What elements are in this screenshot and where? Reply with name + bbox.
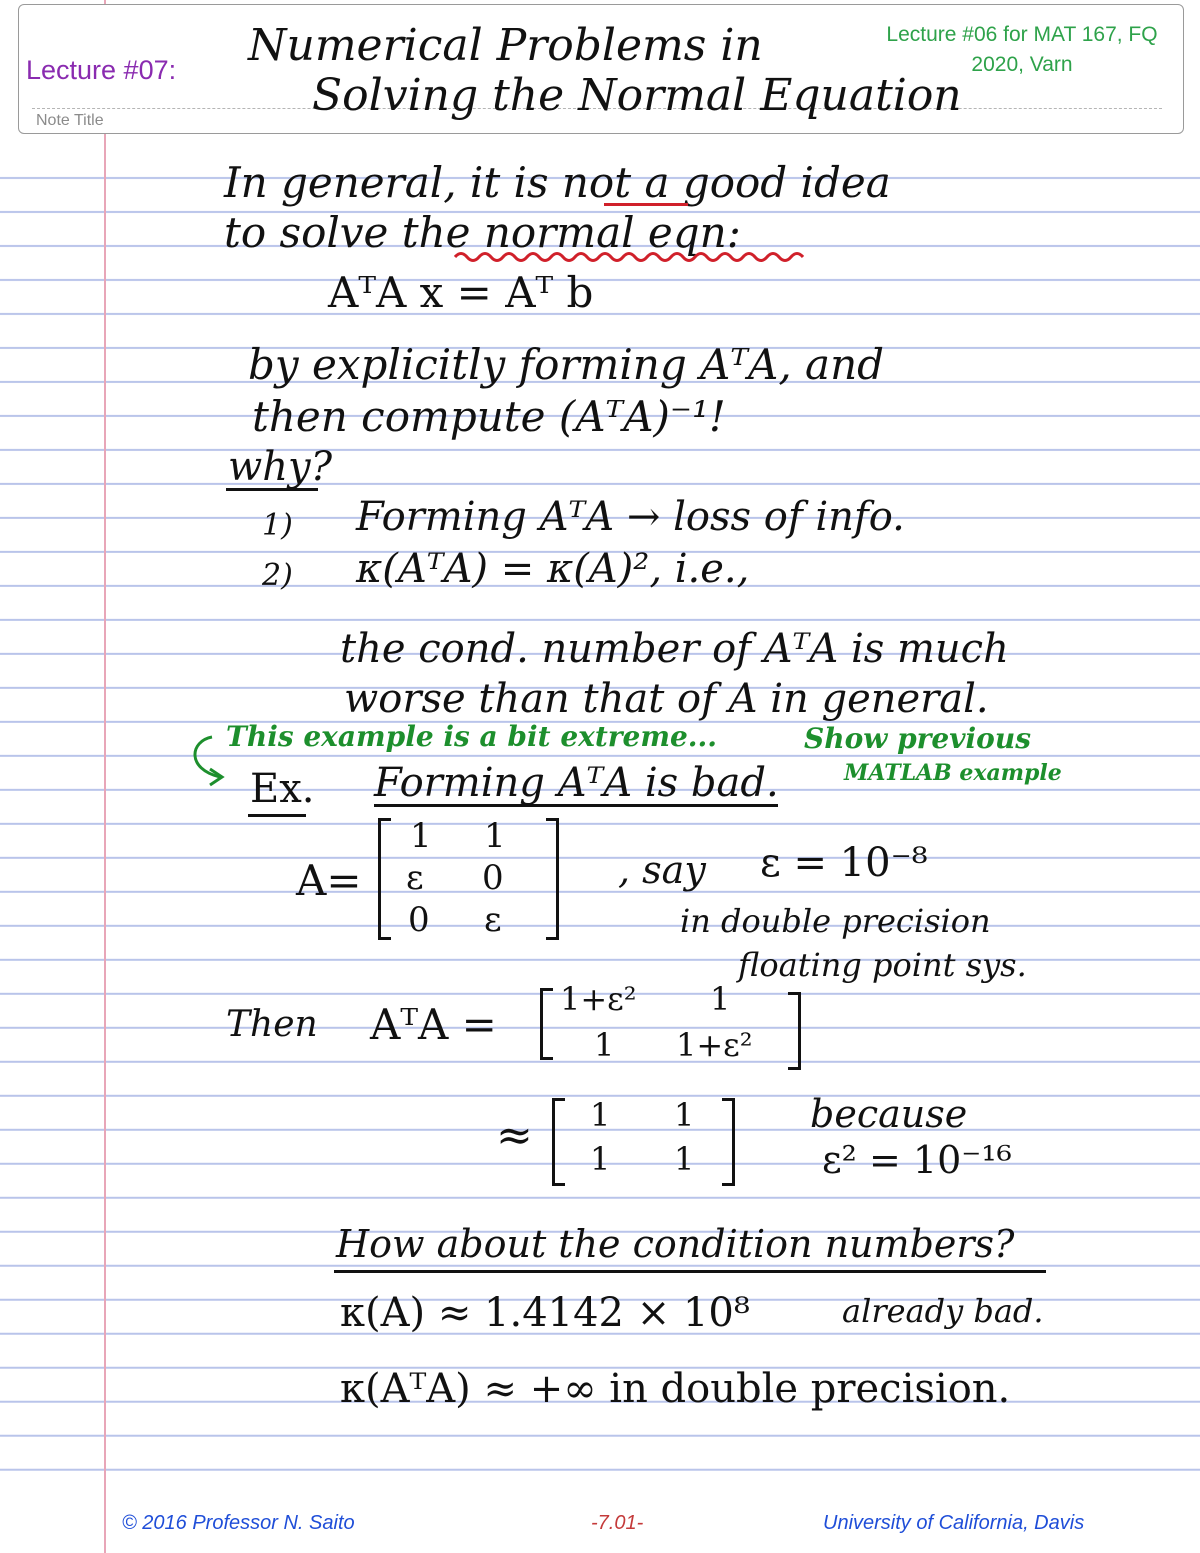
example-label: Ex.: [250, 766, 315, 812]
page-title-line1: Numerical Problems in: [248, 20, 763, 71]
matrix-a-left-bracket: [378, 818, 391, 940]
why-underline: [226, 488, 318, 491]
intro-line2: to solve the normal eqn:: [224, 208, 741, 257]
note-title-label: Note Title: [36, 112, 104, 129]
kappa-a-note: already bad.: [842, 1292, 1044, 1330]
extreme-note: This example is a bit extreme...: [226, 720, 718, 753]
course-note: Lecture #06 for MAT 167, FQ 2020, Varn: [886, 23, 1158, 76]
reason1-number: 1): [262, 508, 293, 543]
approx-cell: 1: [590, 1096, 611, 1134]
normal-eqn-wavy-underline: [455, 250, 815, 264]
cond-line1: the cond. number of AᵀA is much: [340, 626, 1009, 672]
kappa-a: κ(A) ≈ 1.4142 × 10⁸: [340, 1290, 750, 1336]
condition-heading-underline: [334, 1270, 1046, 1273]
approx-cell: 1: [674, 1096, 695, 1134]
approx-left-bracket: [552, 1098, 565, 1186]
footer-copyright: © 2016 Professor N. Saito: [122, 1512, 355, 1534]
margin-line: [104, 0, 106, 1553]
say-text: , say: [618, 848, 706, 892]
why-heading: why?: [228, 444, 333, 490]
ata-label: AᵀA =: [370, 1000, 497, 1049]
epsilon-value: ε = 10⁻⁸: [760, 840, 928, 886]
curved-arrow-icon: [186, 735, 246, 795]
approx-right-bracket: [722, 1098, 735, 1186]
ata-cell: 1: [594, 1026, 615, 1064]
approx-sign: ≈: [496, 1110, 533, 1161]
reason1-text: Forming AᵀA → loss of info.: [356, 494, 905, 540]
ata-right-bracket: [788, 992, 801, 1070]
reason2-number: 2): [262, 558, 293, 593]
matlab-example-note: MATLAB example: [844, 760, 1062, 786]
then-label: Then: [226, 1004, 318, 1045]
matrix-a-cell: ε: [484, 900, 502, 940]
matrix-a-cell: 1: [410, 816, 432, 856]
example-title-underline: [374, 804, 778, 807]
lecture-label: Lecture #07:: [26, 55, 177, 85]
ata-cell: 1+ε²: [560, 980, 637, 1018]
matrix-a-cell: ε: [406, 858, 424, 898]
condition-heading: How about the condition numbers?: [336, 1222, 1015, 1266]
intro-line1: In general, it is not a good idea: [224, 158, 891, 207]
page-title-line2: Solving the Normal Equation: [312, 70, 962, 121]
approx-cell: 1: [674, 1140, 695, 1178]
footer-page-number: -7.01-: [591, 1512, 644, 1534]
footer-university: University of California, Davis: [823, 1512, 1085, 1534]
precision-line2: floating point sys.: [738, 946, 1027, 984]
example-label-underline: [248, 814, 306, 817]
approx-cell: 1: [590, 1140, 611, 1178]
example-title: Forming AᵀA is bad.: [374, 760, 779, 806]
matrix-a-label: A=: [296, 856, 362, 905]
matrix-a-right-bracket: [546, 818, 559, 940]
forming-line1: by explicitly forming AᵀA, and: [248, 340, 885, 389]
cond-line2: worse than that of A in general.: [344, 676, 989, 722]
matrix-a-cell: 0: [482, 858, 504, 898]
forming-line2: then compute (AᵀA)⁻¹!: [252, 392, 726, 441]
matrix-a-cell: 0: [408, 900, 430, 940]
show-previous-note: Show previous: [804, 722, 1031, 755]
ata-left-bracket: [540, 988, 553, 1060]
kappa-ata: κ(AᵀA) ≈ +∞ in double precision.: [340, 1366, 1011, 1412]
normal-equation: AᵀA x = Aᵀ b: [328, 268, 594, 317]
epsilon-squared: ε² = 10⁻¹⁶: [822, 1138, 1012, 1182]
precision-line1: in double precision: [680, 902, 991, 940]
ata-cell: 1: [710, 980, 731, 1018]
because-label: because: [810, 1092, 968, 1136]
ata-cell: 1+ε²: [676, 1026, 753, 1064]
reason2-text: κ(AᵀA) = κ(A)², i.e.,: [356, 546, 750, 592]
matrix-a-cell: 1: [484, 816, 506, 856]
not-underline: [604, 203, 688, 206]
